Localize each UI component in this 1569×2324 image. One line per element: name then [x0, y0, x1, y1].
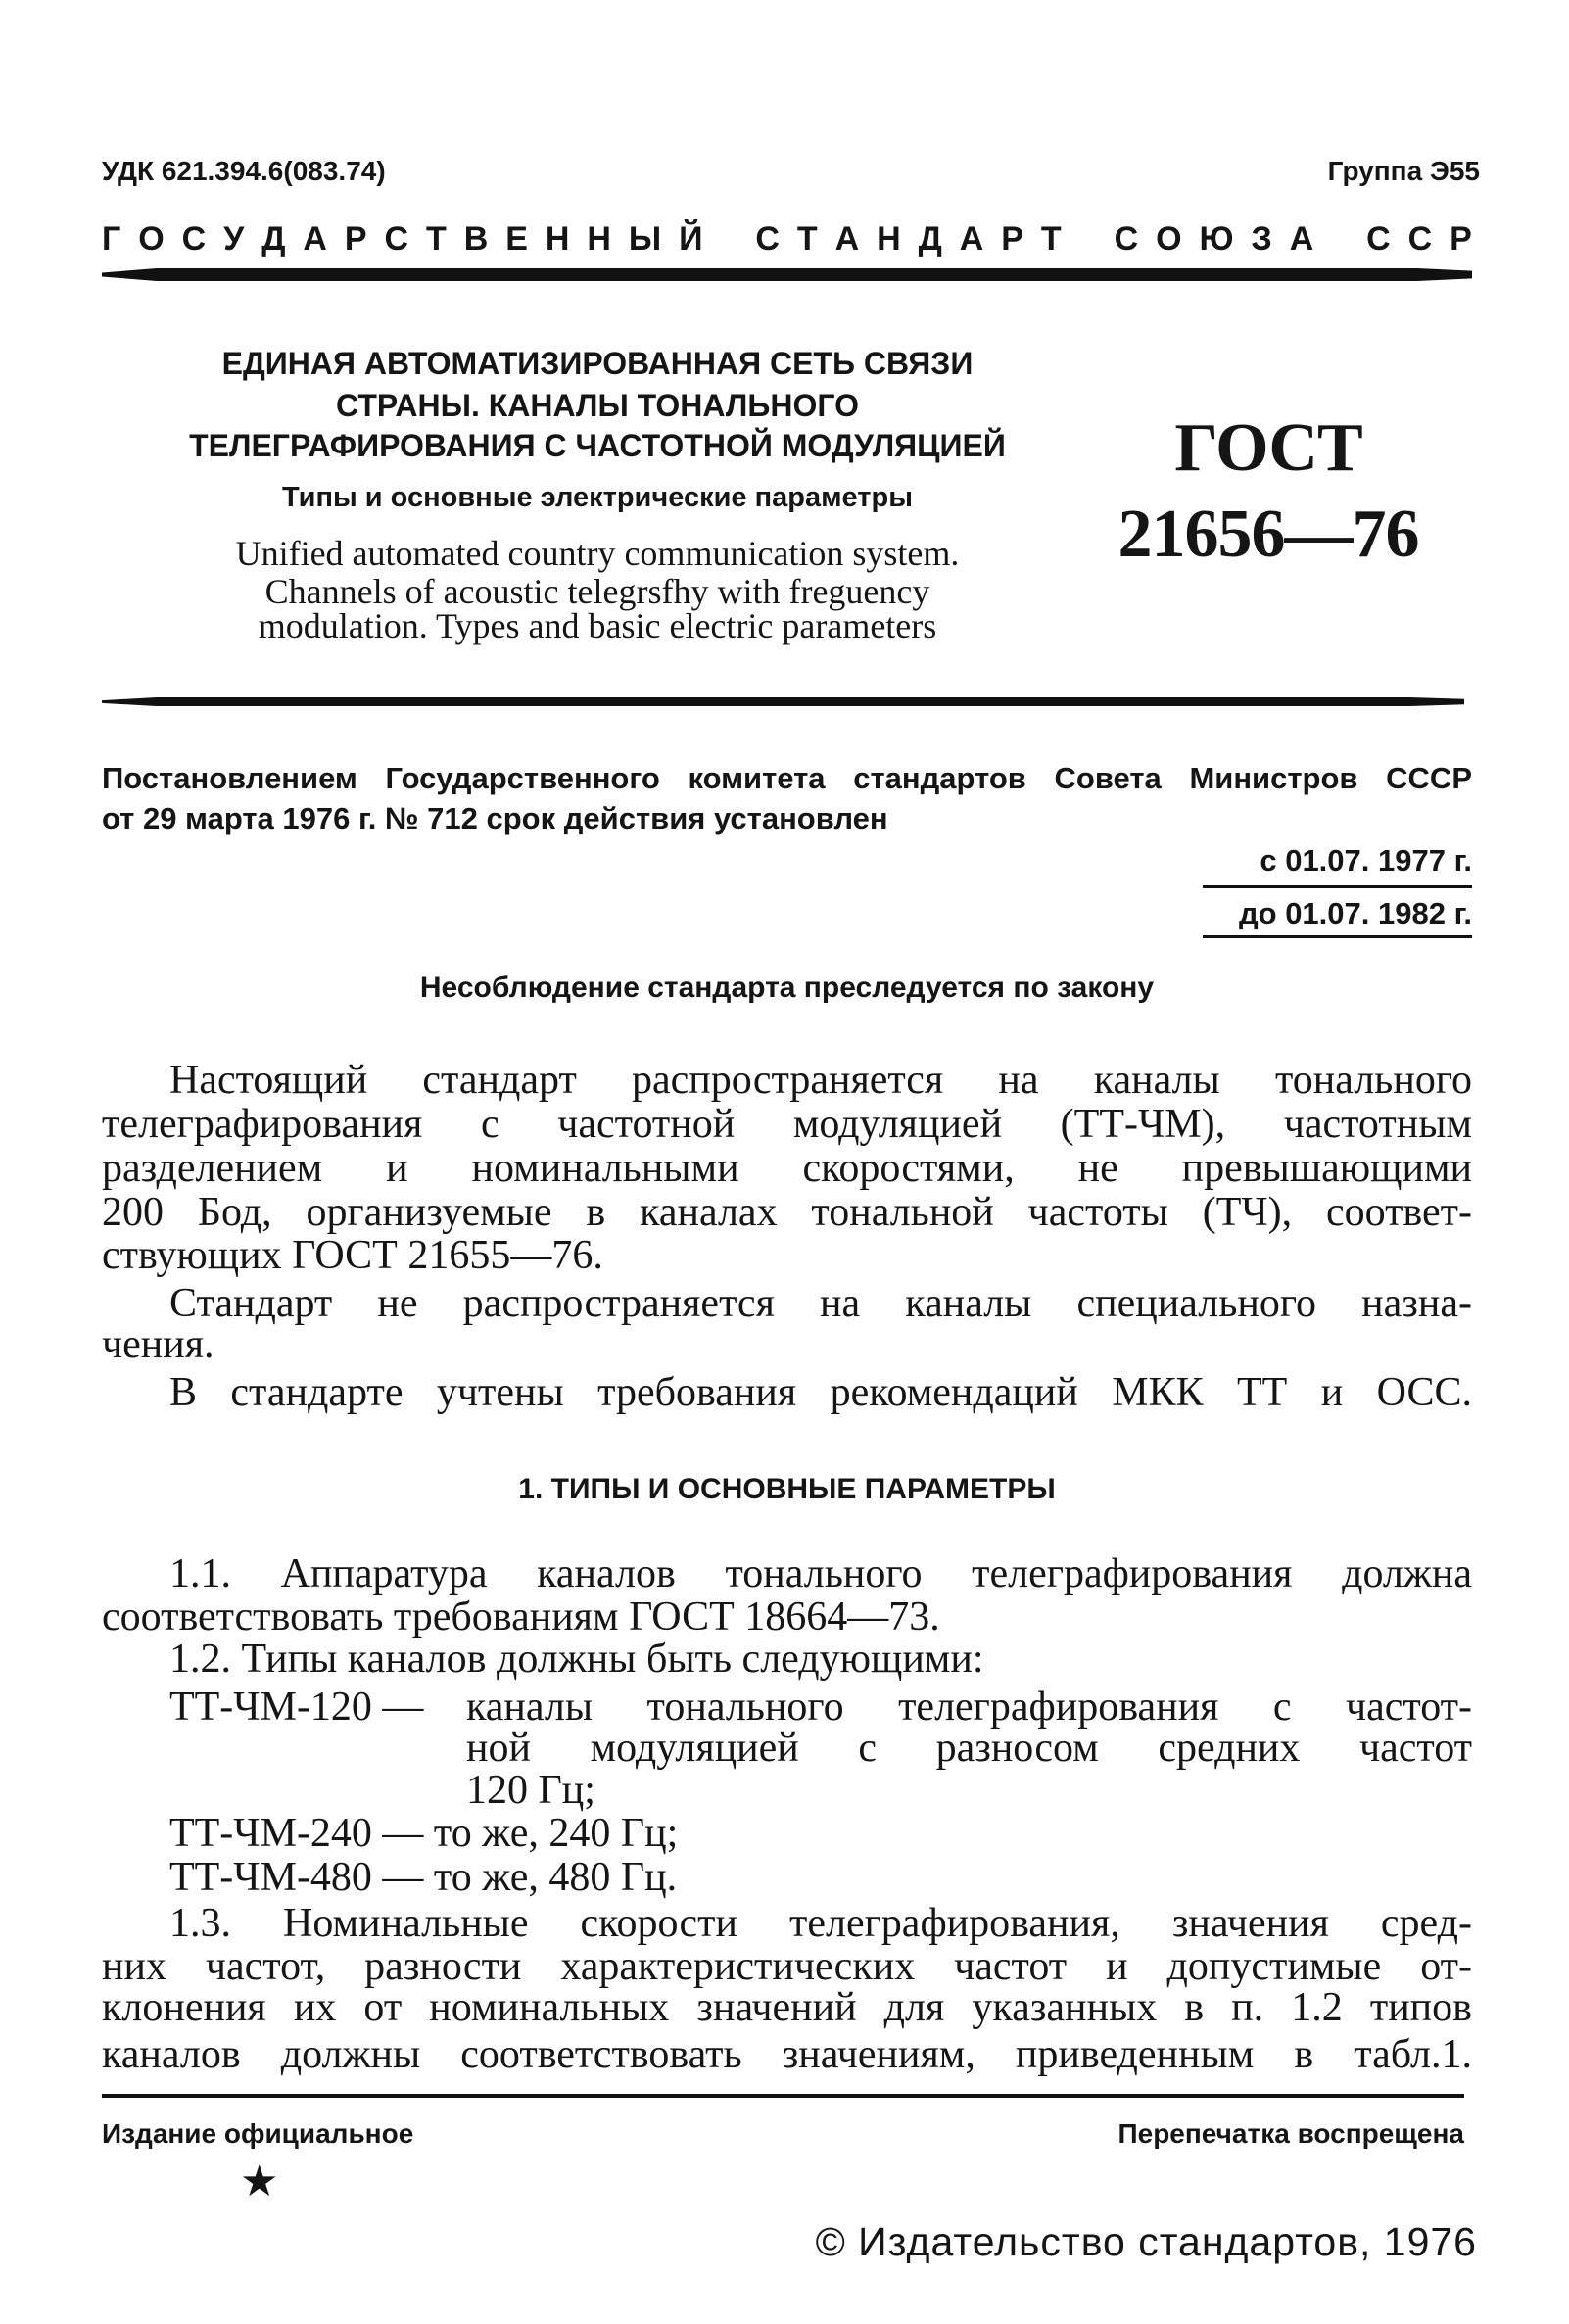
title-rule	[102, 697, 1464, 706]
intro-line: Стандарт не распространяется на каналы специального назна-	[169, 1281, 1472, 1326]
intro-line: чения.	[102, 1322, 214, 1367]
title-english-line-1: Unified automated country communication system.	[235, 534, 960, 573]
clause-1-3-line: них частот, разности характеристических частот и допустимые от-	[102, 1944, 1472, 1989]
section-heading: 1. ТИПЫ И ОСНОВНЫЕ ПАРАМЕТРЫ	[518, 1473, 1056, 1505]
publisher-copyright: © Издательство стандартов, 1976	[815, 2219, 1477, 2264]
valid-to: до 01.07. 1982 г.	[1238, 896, 1472, 930]
udk-code: УДК 621.394.6(083.74)	[102, 156, 386, 186]
clause-1-3-line: каналов должны соответствовать значениям, приведенным в табл.1.	[102, 2032, 1472, 2077]
title-line-3: ТЕЛЕГРАФИРОВАНИЯ С ЧАСТОТНОЙ МОДУЛЯЦИЕЙ	[189, 428, 1006, 463]
valid-to-rule	[1203, 935, 1472, 938]
title-subtitle: Типы и основные электрические параметры	[282, 482, 913, 513]
gost-label: ГОСТ	[1174, 410, 1362, 486]
clause-1-1-line: 1.1. Аппаратура каналов тонального телеграфирования должна	[169, 1551, 1472, 1596]
channel-type-line: ТТ-ЧМ-240 — то же, 240 Гц;	[169, 1811, 679, 1856]
header-rule	[102, 268, 1472, 281]
channel-type-definition-line: ной модуляцией с разносом средних частот	[466, 1726, 1472, 1771]
channel-type-line: ТТ-ЧМ-480 — то же, 480 Гц.	[169, 1855, 678, 1900]
channel-type-definition-line: каналы тонального телеграфирования с частот-	[466, 1684, 1472, 1730]
clause-1-3-line: 1.3. Номинальные скорости телеграфирования, значения сред-	[169, 1901, 1472, 1946]
intro-line: ствующих ГОСТ 21655—76.	[102, 1233, 603, 1278]
intro-line: телеграфирования с частотной модуляцией (ТТ-ЧМ), частотным	[102, 1102, 1472, 1147]
state-standard-line: Г О С У Д А Р С Т В Е Н Н Ы Й С Т А Н Д А Р Т С О Ю З А С С Р	[102, 220, 1472, 258]
reprint-prohibited-note: Перепечатка воспрещена	[1117, 2118, 1464, 2149]
title-line-1: ЕДИНАЯ АВТОМАТИЗИРОВАННАЯ СЕТЬ СВЯЗИ	[221, 346, 974, 381]
gost-number: 21656—76	[1117, 497, 1419, 572]
decree-line-1: Постановлением Государственного комитета стандартов Совета Министров СССР	[102, 761, 1472, 795]
channel-type-definition-line: 120 Гц;	[466, 1768, 595, 1813]
official-edition-note: Издание официальное	[102, 2118, 414, 2149]
channel-type-code: ТТ-ЧМ-120 —	[169, 1684, 424, 1730]
intro-line: В стандарте учтены требования рекомендаций МКК ТТ и ОСС.	[169, 1370, 1472, 1415]
intro-line: 200 Бод, организуемые в каналах тональной частоты (ТЧ), соответ-	[102, 1190, 1472, 1235]
intro-line: Настоящий стандарт распространяется на каналы тонального	[169, 1058, 1472, 1103]
footer-rule	[102, 2094, 1464, 2098]
decree-line-2: от 29 марта 1976 г. № 712 срок действия установлен	[102, 801, 888, 835]
star-icon: ★	[240, 2157, 279, 2206]
title-line-2: СТРАНЫ. КАНАЛЫ ТОНАЛЬНОГО	[336, 388, 859, 423]
group-code: Группа Э55	[1327, 156, 1480, 186]
clause-1-3-line: клонения их от номинальных значений для указанных в п. 1.2 типов	[102, 1985, 1472, 2030]
legal-warning: Несоблюдение стандарта преследуется по закону	[419, 972, 1155, 1004]
clause-1-2: 1.2. Типы каналов должны быть следующими:	[169, 1636, 984, 1682]
intro-line: разделением и номинальными скоростями, не превышающими	[102, 1146, 1472, 1191]
title-english-line-2: Channels of acoustic telegrsfhy with freguency	[264, 572, 930, 611]
valid-from-rule	[1203, 885, 1472, 888]
clause-1-1-line: соответствовать требованиям ГОСТ 18664—73.	[102, 1594, 940, 1639]
title-english-line-3: modulation. Types and basic electric parameters	[258, 606, 937, 645]
valid-from: с 01.07. 1977 г.	[1260, 843, 1472, 877]
